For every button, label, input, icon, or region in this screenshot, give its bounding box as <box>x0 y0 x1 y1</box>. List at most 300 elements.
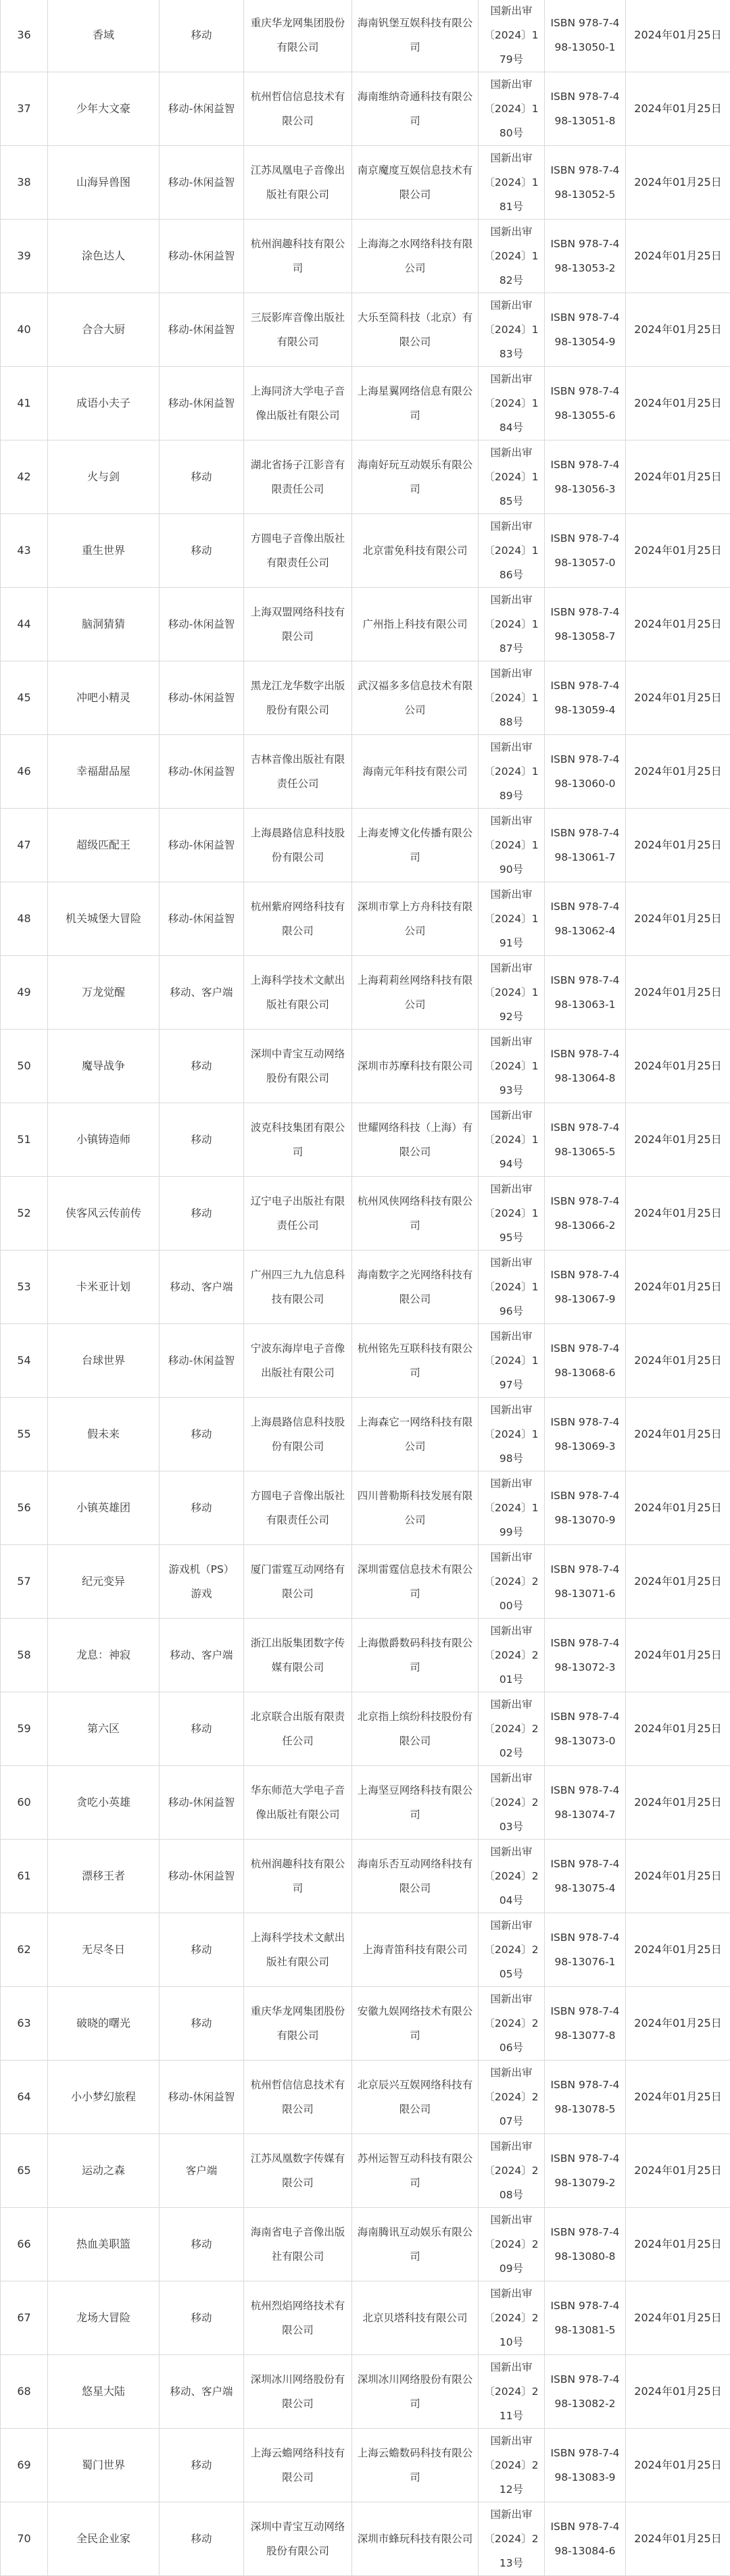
approval-date-cell: 2024年01月25日 <box>626 1913 730 1987</box>
approval-number-cell: 国新出审〔2024〕191号 <box>479 882 545 956</box>
table-row <box>1 2502 730 2576</box>
operator-cell: 世耀网络科技（上海）有限公司 <box>352 1103 479 1177</box>
approval-date-cell: 2024年01月25日 <box>626 1398 730 1471</box>
game-name-cell: 龙场大冒险 <box>48 2281 160 2355</box>
publisher-cell: 黑龙江龙华数字出版股份有限公司 <box>244 661 352 735</box>
publisher-cell: 厦门雷霆互动网络有限公司 <box>244 1545 352 1619</box>
isbn-cell: ISBN 978-7-498-13050-1 <box>545 0 626 72</box>
game-type-cell: 移动-休闲益智 <box>160 1840 244 1913</box>
table-row <box>1 809 730 882</box>
publisher-cell: 宁波东海岸电子音像出版社有限公司 <box>244 1324 352 1398</box>
game-name-cell: 侠客风云传前传 <box>48 1177 160 1251</box>
approval-number-cell: 国新出审〔2024〕207号 <box>479 2061 545 2134</box>
approval-date-cell: 2024年01月25日 <box>626 2281 730 2355</box>
game-type-cell: 移动 <box>160 1471 244 1545</box>
approval-date-cell: 2024年01月25日 <box>626 1251 730 1324</box>
publisher-cell: 上海双盟网络科技有限公司 <box>244 588 352 661</box>
row-number-cell: 49 <box>1 956 48 1030</box>
game-name-cell: 脑洞猜猜 <box>48 588 160 661</box>
isbn-cell: ISBN 978-7-498-13064-8 <box>545 1030 626 1103</box>
isbn-cell: ISBN 978-7-498-13060-0 <box>545 735 626 809</box>
game-name-cell: 破晓的曙光 <box>48 1987 160 2061</box>
row-number-cell: 44 <box>1 588 48 661</box>
table-row <box>1 661 730 735</box>
row-number-cell: 55 <box>1 1398 48 1471</box>
publisher-cell: 海南省电子音像出版社有限公司 <box>244 2208 352 2281</box>
approval-number-cell: 国新出审〔2024〕212号 <box>479 2429 545 2502</box>
game-name-cell: 台球世界 <box>48 1324 160 1398</box>
approval-date-cell: 2024年01月25日 <box>626 1324 730 1398</box>
game-type-cell: 移动-休闲益智 <box>160 882 244 956</box>
table-row <box>1 1398 730 1471</box>
operator-cell: 北京贝塔科技有限公司 <box>352 2281 479 2355</box>
row-number-cell: 59 <box>1 1692 48 1766</box>
approval-date-cell: 2024年01月25日 <box>626 293 730 367</box>
table-row <box>1 1545 730 1619</box>
publisher-cell: 湖北省扬子江影音有限责任公司 <box>244 440 352 514</box>
approval-date-cell: 2024年01月25日 <box>626 1619 730 1692</box>
operator-cell: 上海傲爵数码科技有限公司 <box>352 1619 479 1692</box>
isbn-cell: ISBN 978-7-498-13076-1 <box>545 1913 626 1987</box>
table-row <box>1 588 730 661</box>
approval-date-cell: 2024年01月25日 <box>626 2429 730 2502</box>
approval-number-cell: 国新出审〔2024〕188号 <box>479 661 545 735</box>
game-type-cell: 移动 <box>160 1987 244 2061</box>
game-name-cell: 山海异兽图 <box>48 146 160 220</box>
operator-cell: 上海麦博文化传播有限公司 <box>352 809 479 882</box>
game-type-cell: 移动 <box>160 2429 244 2502</box>
game-type-cell: 移动-休闲益智 <box>160 293 244 367</box>
approval-number-cell: 国新出审〔2024〕206号 <box>479 1987 545 2061</box>
publisher-cell: 广州四三九九信息科技有限公司 <box>244 1251 352 1324</box>
isbn-cell: ISBN 978-7-498-13063-1 <box>545 956 626 1030</box>
game-name-cell: 万龙觉醒 <box>48 956 160 1030</box>
row-number-cell: 58 <box>1 1619 48 1692</box>
operator-cell: 北京辰兴互娱网络科技有限公司 <box>352 2061 479 2134</box>
row-number-cell: 69 <box>1 2429 48 2502</box>
approval-date-cell: 2024年01月25日 <box>626 1545 730 1619</box>
table-row <box>1 2061 730 2134</box>
approval-date-cell: 2024年01月25日 <box>626 882 730 956</box>
approval-number-cell: 国新出审〔2024〕209号 <box>479 2208 545 2281</box>
approval-date-cell: 2024年01月25日 <box>626 146 730 220</box>
approval-number-cell: 国新出审〔2024〕190号 <box>479 809 545 882</box>
approval-number-cell: 国新出审〔2024〕210号 <box>479 2281 545 2355</box>
isbn-cell: ISBN 978-7-498-13074-7 <box>545 1766 626 1840</box>
game-name-cell: 少年大文豪 <box>48 72 160 146</box>
table-row <box>1 2355 730 2429</box>
publisher-cell: 重庆华龙网集团股份有限公司 <box>244 0 352 72</box>
row-number-cell: 46 <box>1 735 48 809</box>
isbn-cell: ISBN 978-7-498-13067-9 <box>545 1251 626 1324</box>
operator-cell: 深圳雷霆信息技术有限公司 <box>352 1545 479 1619</box>
row-number-cell: 62 <box>1 1913 48 1987</box>
table-row <box>1 1987 730 2061</box>
game-name-cell: 假未来 <box>48 1398 160 1471</box>
approval-number-cell: 国新出审〔2024〕187号 <box>479 588 545 661</box>
game-name-cell: 卡米亚计划 <box>48 1251 160 1324</box>
publisher-cell: 杭州哲信信息技术有限公司 <box>244 2061 352 2134</box>
game-name-cell: 机关城堡大冒险 <box>48 882 160 956</box>
isbn-cell: ISBN 978-7-498-13061-7 <box>545 809 626 882</box>
game-type-cell: 移动 <box>160 0 244 72</box>
game-type-cell: 移动 <box>160 1913 244 1987</box>
approval-number-cell: 国新出审〔2024〕198号 <box>479 1398 545 1471</box>
table-row <box>1 1840 730 1913</box>
row-number-cell: 57 <box>1 1545 48 1619</box>
approval-number-cell: 国新出审〔2024〕194号 <box>479 1103 545 1177</box>
approval-number-cell: 国新出审〔2024〕211号 <box>479 2355 545 2429</box>
publisher-cell: 上海云蟾网络科技有限公司 <box>244 2429 352 2502</box>
row-number-cell: 65 <box>1 2134 48 2208</box>
table-row <box>1 367 730 440</box>
approval-date-cell: 2024年01月25日 <box>626 2208 730 2281</box>
approval-number-cell: 国新出审〔2024〕193号 <box>479 1030 545 1103</box>
isbn-cell: ISBN 978-7-498-13071-6 <box>545 1545 626 1619</box>
row-number-cell: 45 <box>1 661 48 735</box>
operator-cell: 四川普勒斯科技发展有限公司 <box>352 1471 479 1545</box>
approval-date-cell: 2024年01月25日 <box>626 2061 730 2134</box>
table-row <box>1 1619 730 1692</box>
isbn-cell: ISBN 978-7-498-13066-2 <box>545 1177 626 1251</box>
game-type-cell: 移动 <box>160 1177 244 1251</box>
table-row <box>1 1177 730 1251</box>
publisher-cell: 杭州紫府网络科技有限公司 <box>244 882 352 956</box>
game-name-cell: 全民企业家 <box>48 2502 160 2576</box>
table-row <box>1 146 730 220</box>
game-name-cell: 魔导战争 <box>48 1030 160 1103</box>
row-number-cell: 68 <box>1 2355 48 2429</box>
operator-cell: 杭州风侠网络科技有限公司 <box>352 1177 479 1251</box>
publisher-cell: 北京联合出版有限责任公司 <box>244 1692 352 1766</box>
table-row <box>1 2281 730 2355</box>
operator-cell: 武汉福多多信息技术有限公司 <box>352 661 479 735</box>
operator-cell: 海南乐否互动网络科技有限公司 <box>352 1840 479 1913</box>
publisher-cell: 华东师范大学电子音像出版社有限公司 <box>244 1766 352 1840</box>
approval-date-cell: 2024年01月25日 <box>626 72 730 146</box>
row-number-cell: 61 <box>1 1840 48 1913</box>
isbn-cell: ISBN 978-7-498-13082-2 <box>545 2355 626 2429</box>
table-row <box>1 293 730 367</box>
publisher-cell: 上海科学技术文献出版社有限公司 <box>244 956 352 1030</box>
row-number-cell: 42 <box>1 440 48 514</box>
game-type-cell: 移动 <box>160 2281 244 2355</box>
operator-cell: 安徽九娱网络技术有限公司 <box>352 1987 479 2061</box>
row-number-cell: 37 <box>1 72 48 146</box>
publisher-cell: 杭州烈焰网络技术有限公司 <box>244 2281 352 2355</box>
approval-date-cell: 2024年01月25日 <box>626 735 730 809</box>
approval-number-cell: 国新出审〔2024〕208号 <box>479 2134 545 2208</box>
approval-number-cell: 国新出审〔2024〕180号 <box>479 72 545 146</box>
game-type-cell: 移动-休闲益智 <box>160 367 244 440</box>
table-row <box>1 514 730 588</box>
approval-date-cell: 2024年01月25日 <box>626 220 730 293</box>
game-type-cell: 移动 <box>160 1103 244 1177</box>
isbn-cell: ISBN 978-7-498-13069-3 <box>545 1398 626 1471</box>
operator-cell: 杭州铭先互联科技有限公司 <box>352 1324 479 1398</box>
row-number-cell: 63 <box>1 1987 48 2061</box>
game-name-cell: 贪吃小英雄 <box>48 1766 160 1840</box>
game-name-cell: 漂移王者 <box>48 1840 160 1913</box>
operator-cell: 上海海之水网络科技有限公司 <box>352 220 479 293</box>
game-type-cell: 移动-休闲益智 <box>160 220 244 293</box>
publisher-cell: 上海同济大学电子音像出版社有限公司 <box>244 367 352 440</box>
operator-cell: 上海青笛科技有限公司 <box>352 1913 479 1987</box>
table-row <box>1 882 730 956</box>
operator-cell: 北京雷免科技有限公司 <box>352 514 479 588</box>
table-row <box>1 1103 730 1177</box>
isbn-cell: ISBN 978-7-498-13054-9 <box>545 293 626 367</box>
table-row <box>1 1766 730 1840</box>
game-name-cell: 涂色达人 <box>48 220 160 293</box>
operator-cell: 上海坚豆网络科技有限公司 <box>352 1766 479 1840</box>
game-name-cell: 小镇铸造师 <box>48 1103 160 1177</box>
row-number-cell: 51 <box>1 1103 48 1177</box>
row-number-cell: 53 <box>1 1251 48 1324</box>
table-row <box>1 2134 730 2208</box>
game-name-cell: 龙息：神寂 <box>48 1619 160 1692</box>
approval-date-cell: 2024年01月25日 <box>626 1030 730 1103</box>
approval-number-cell: 国新出审〔2024〕202号 <box>479 1692 545 1766</box>
operator-cell: 上海莉莉丝网络科技有限公司 <box>352 956 479 1030</box>
game-type-cell: 移动 <box>160 514 244 588</box>
approval-date-cell: 2024年01月25日 <box>626 1987 730 2061</box>
isbn-cell: ISBN 978-7-498-13065-5 <box>545 1103 626 1177</box>
isbn-cell: ISBN 978-7-498-13058-7 <box>545 588 626 661</box>
operator-cell: 上海星翼网络信息有限公司 <box>352 367 479 440</box>
publisher-cell: 杭州润趣科技有限公司 <box>244 220 352 293</box>
approval-number-cell: 国新出审〔2024〕197号 <box>479 1324 545 1398</box>
approval-number-cell: 国新出审〔2024〕181号 <box>479 146 545 220</box>
isbn-cell: ISBN 978-7-498-13056-3 <box>545 440 626 514</box>
game-type-cell: 移动 <box>160 2502 244 2576</box>
approval-date-cell: 2024年01月25日 <box>626 956 730 1030</box>
table-row <box>1 72 730 146</box>
row-number-cell: 40 <box>1 293 48 367</box>
game-name-cell: 成语小夫子 <box>48 367 160 440</box>
isbn-cell: ISBN 978-7-498-13080-8 <box>545 2208 626 2281</box>
approval-number-cell: 国新出审〔2024〕199号 <box>479 1471 545 1545</box>
approval-number-cell: 国新出审〔2024〕185号 <box>479 440 545 514</box>
table-row <box>1 956 730 1030</box>
isbn-cell: ISBN 978-7-498-13052-5 <box>545 146 626 220</box>
operator-cell: 海南数字之光网络科技有限公司 <box>352 1251 479 1324</box>
isbn-cell: ISBN 978-7-498-13073-0 <box>545 1692 626 1766</box>
approval-number-cell: 国新出审〔2024〕179号 <box>479 0 545 72</box>
row-number-cell: 66 <box>1 2208 48 2281</box>
approval-number-cell: 国新出审〔2024〕184号 <box>479 367 545 440</box>
game-name-cell: 重生世界 <box>48 514 160 588</box>
row-number-cell: 64 <box>1 2061 48 2134</box>
table-row <box>1 1324 730 1398</box>
game-name-cell: 小小梦幻旅程 <box>48 2061 160 2134</box>
game-name-cell: 纪元变异 <box>48 1545 160 1619</box>
row-number-cell: 43 <box>1 514 48 588</box>
isbn-cell: ISBN 978-7-498-13068-6 <box>545 1324 626 1398</box>
isbn-cell: ISBN 978-7-498-13072-3 <box>545 1619 626 1692</box>
operator-cell: 上海云蟾数码科技有限公司 <box>352 2429 479 2502</box>
approval-date-cell: 2024年01月25日 <box>626 1471 730 1545</box>
approval-date-cell: 2024年01月25日 <box>626 1840 730 1913</box>
game-name-cell: 香域 <box>48 0 160 72</box>
table-row <box>1 220 730 293</box>
approval-date-cell: 2024年01月25日 <box>626 1766 730 1840</box>
operator-cell: 大乐至简科技（北京）有限公司 <box>352 293 479 367</box>
game-type-cell: 移动、客户端 <box>160 1619 244 1692</box>
operator-cell: 海南腾讯互动娱乐有限公司 <box>352 2208 479 2281</box>
approval-number-cell: 国新出审〔2024〕192号 <box>479 956 545 1030</box>
operator-cell: 海南维纳奇通科技有限公司 <box>352 72 479 146</box>
game-type-cell: 移动-休闲益智 <box>160 1324 244 1398</box>
row-number-cell: 54 <box>1 1324 48 1398</box>
approval-number-cell: 国新出审〔2024〕189号 <box>479 735 545 809</box>
approval-number-cell: 国新出审〔2024〕183号 <box>479 293 545 367</box>
operator-cell: 海南元年科技有限公司 <box>352 735 479 809</box>
isbn-cell: ISBN 978-7-498-13079-2 <box>545 2134 626 2208</box>
row-number-cell: 60 <box>1 1766 48 1840</box>
isbn-cell: ISBN 978-7-498-13081-5 <box>545 2281 626 2355</box>
table-row <box>1 2429 730 2502</box>
game-name-cell: 热血美职篮 <box>48 2208 160 2281</box>
approval-date-cell: 2024年01月25日 <box>626 661 730 735</box>
operator-cell: 深圳冰川网络股份有限公司 <box>352 2355 479 2429</box>
isbn-cell: ISBN 978-7-498-13078-5 <box>545 2061 626 2134</box>
approval-date-cell: 2024年01月25日 <box>626 1692 730 1766</box>
isbn-cell: ISBN 978-7-498-13062-4 <box>545 882 626 956</box>
approval-date-cell: 2024年01月25日 <box>626 1177 730 1251</box>
table-row <box>1 1251 730 1324</box>
approval-number-cell: 国新出审〔2024〕195号 <box>479 1177 545 1251</box>
table-row <box>1 1471 730 1545</box>
row-number-cell: 38 <box>1 146 48 220</box>
operator-cell: 南京魔度互娱信息技术有限公司 <box>352 146 479 220</box>
approval-date-cell: 2024年01月25日 <box>626 2134 730 2208</box>
publisher-cell: 吉林音像出版社有限责任公司 <box>244 735 352 809</box>
row-number-cell: 56 <box>1 1471 48 1545</box>
game-type-cell: 移动、客户端 <box>160 956 244 1030</box>
game-type-cell: 移动-休闲益智 <box>160 809 244 882</box>
game-type-cell: 移动 <box>160 440 244 514</box>
publisher-cell: 上海晨路信息科技股份有限公司 <box>244 809 352 882</box>
game-type-cell: 移动-休闲益智 <box>160 661 244 735</box>
game-type-cell: 移动-休闲益智 <box>160 735 244 809</box>
game-type-cell: 移动 <box>160 1398 244 1471</box>
operator-cell: 深圳市掌上方舟科技有限公司 <box>352 882 479 956</box>
isbn-cell: ISBN 978-7-498-13051-8 <box>545 72 626 146</box>
publisher-cell: 杭州润趣科技有限公司 <box>244 1840 352 1913</box>
publisher-cell: 方圆电子音像出版社有限责任公司 <box>244 1471 352 1545</box>
publisher-cell: 深圳冰川网络股份有限公司 <box>244 2355 352 2429</box>
approval-number-cell: 国新出审〔2024〕201号 <box>479 1619 545 1692</box>
game-name-cell: 火与剑 <box>48 440 160 514</box>
publisher-cell: 上海科学技术文献出版社有限公司 <box>244 1913 352 1987</box>
publisher-cell: 深圳中青宝互动网络股份有限公司 <box>244 2502 352 2576</box>
isbn-cell: ISBN 978-7-498-13057-0 <box>545 514 626 588</box>
game-name-cell: 小镇英雄团 <box>48 1471 160 1545</box>
isbn-cell: ISBN 978-7-498-13070-9 <box>545 1471 626 1545</box>
game-name-cell: 合合大厨 <box>48 293 160 367</box>
approval-date-cell: 2024年01月25日 <box>626 809 730 882</box>
isbn-cell: ISBN 978-7-498-13055-6 <box>545 367 626 440</box>
table-row <box>1 1692 730 1766</box>
approval-date-cell: 2024年01月25日 <box>626 514 730 588</box>
operator-cell: 广州指上科技有限公司 <box>352 588 479 661</box>
game-name-cell: 冲吧小精灵 <box>48 661 160 735</box>
operator-cell: 海南钒堡互娱科技有限公司 <box>352 0 479 72</box>
game-type-cell: 移动-休闲益智 <box>160 2061 244 2134</box>
operator-cell: 北京指上缤纷科技股份有限公司 <box>352 1692 479 1766</box>
game-name-cell: 无尽冬日 <box>48 1913 160 1987</box>
isbn-cell: ISBN 978-7-498-13059-4 <box>545 661 626 735</box>
game-name-cell: 运动之森 <box>48 2134 160 2208</box>
approval-number-cell: 国新出审〔2024〕196号 <box>479 1251 545 1324</box>
row-number-cell: 67 <box>1 2281 48 2355</box>
approval-number-cell: 国新出审〔2024〕186号 <box>479 514 545 588</box>
row-number-cell: 50 <box>1 1030 48 1103</box>
table-body <box>1 0 730 2576</box>
approval-number-cell: 国新出审〔2024〕200号 <box>479 1545 545 1619</box>
approval-number-cell: 国新出审〔2024〕213号 <box>479 2502 545 2576</box>
game-name-cell: 超级匹配王 <box>48 809 160 882</box>
table-row <box>1 1030 730 1103</box>
table-row <box>1 2208 730 2281</box>
approval-date-cell: 2024年01月25日 <box>626 1103 730 1177</box>
approval-date-cell: 2024年01月25日 <box>626 2502 730 2576</box>
approval-number-cell: 国新出审〔2024〕204号 <box>479 1840 545 1913</box>
row-number-cell: 47 <box>1 809 48 882</box>
table-row <box>1 440 730 514</box>
row-number-cell: 52 <box>1 1177 48 1251</box>
approval-number-cell: 国新出审〔2024〕205号 <box>479 1913 545 1987</box>
operator-cell: 深圳市蜂玩科技有限公司 <box>352 2502 479 2576</box>
operator-cell: 苏州运智互动科技有限公司 <box>352 2134 479 2208</box>
isbn-cell: ISBN 978-7-498-13075-4 <box>545 1840 626 1913</box>
isbn-cell: ISBN 978-7-498-13083-9 <box>545 2429 626 2502</box>
game-type-cell: 移动、客户端 <box>160 1251 244 1324</box>
table-row <box>1 735 730 809</box>
publisher-cell: 深圳中青宝互动网络股份有限公司 <box>244 1030 352 1103</box>
publisher-cell: 江苏凤凰电子音像出版社有限公司 <box>244 146 352 220</box>
isbn-cell: ISBN 978-7-498-13053-2 <box>545 220 626 293</box>
game-name-cell: 幸福甜品屋 <box>48 735 160 809</box>
game-type-cell: 移动-休闲益智 <box>160 146 244 220</box>
publisher-cell: 方圆电子音像出版社有限责任公司 <box>244 514 352 588</box>
game-type-cell: 移动、客户端 <box>160 2355 244 2429</box>
operator-cell: 深圳市苏摩科技有限公司 <box>352 1030 479 1103</box>
approval-date-cell: 2024年01月25日 <box>626 440 730 514</box>
operator-cell: 海南好玩互动娱乐有限公司 <box>352 440 479 514</box>
approval-date-cell: 2024年01月25日 <box>626 367 730 440</box>
publisher-cell: 杭州哲信信息技术有限公司 <box>244 72 352 146</box>
publisher-cell: 重庆华龙网集团股份有限公司 <box>244 1987 352 2061</box>
row-number-cell: 48 <box>1 882 48 956</box>
publisher-cell: 三辰影库音像出版社有限公司 <box>244 293 352 367</box>
approval-date-cell: 2024年01月25日 <box>626 0 730 72</box>
game-name-cell: 蜀门世界 <box>48 2429 160 2502</box>
row-number-cell: 70 <box>1 2502 48 2576</box>
row-number-cell: 39 <box>1 220 48 293</box>
game-type-cell: 客户端 <box>160 2134 244 2208</box>
operator-cell: 上海森它一网络科技有限公司 <box>352 1398 479 1471</box>
publisher-cell: 浙江出版集团数字传媒有限公司 <box>244 1619 352 1692</box>
publisher-cell: 辽宁电子出版社有限责任公司 <box>244 1177 352 1251</box>
game-name-cell: 悠星大陆 <box>48 2355 160 2429</box>
game-type-cell: 移动 <box>160 2208 244 2281</box>
isbn-cell: ISBN 978-7-498-13077-8 <box>545 1987 626 2061</box>
game-name-cell: 第六区 <box>48 1692 160 1766</box>
approval-number-cell: 国新出审〔2024〕182号 <box>479 220 545 293</box>
game-type-cell: 移动 <box>160 1030 244 1103</box>
